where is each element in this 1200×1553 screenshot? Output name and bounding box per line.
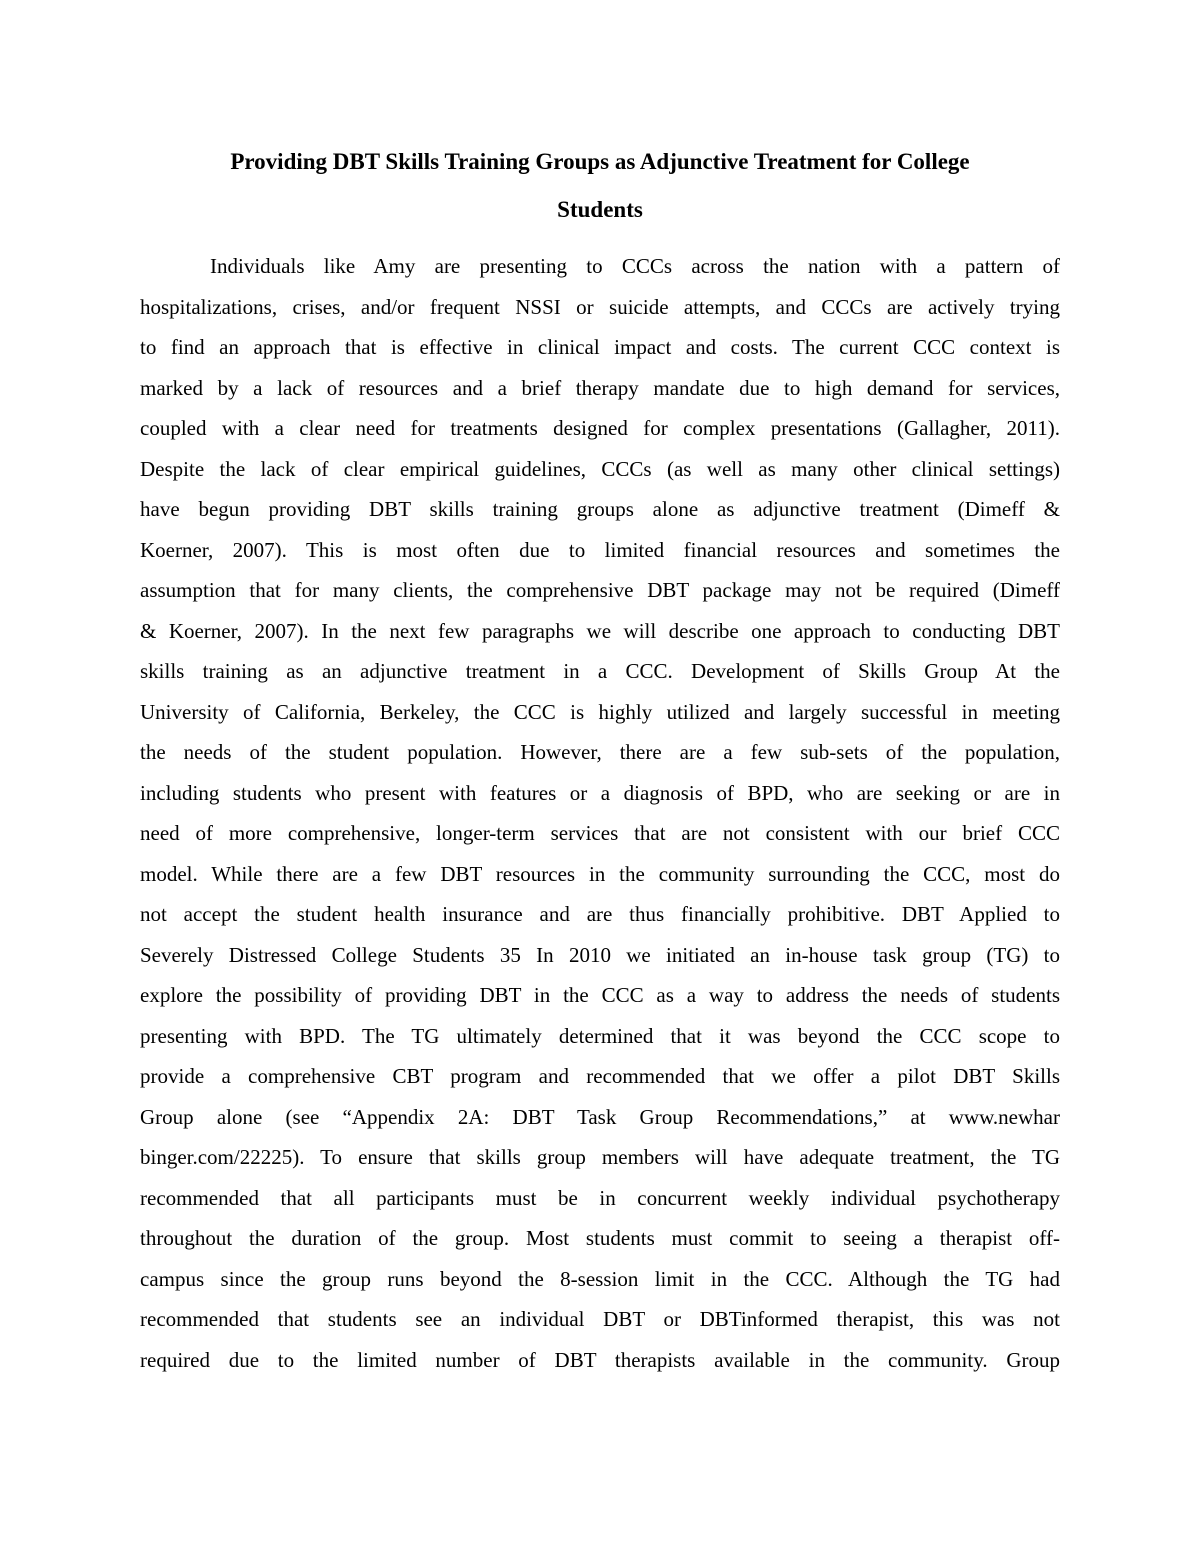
body-line: the needs of the student population. However, there are a few sub-sets of the population, — [140, 740, 1060, 764]
body-line: to find an approach that is effective in clinical impact and costs. The current CCC context is — [140, 335, 1060, 359]
body-line: campus since the group runs beyond the 8-session limit in the CCC. Although the TG had — [140, 1266, 1060, 1291]
body-line: hospitalizations, crises, and/or frequent NSSI or suicide attempts, and CCCs are actively trying — [140, 294, 1060, 319]
body-line: not accept the student health insurance and are thus financially prohibitive. DBT Applied to — [140, 902, 1060, 926]
title-line-2: Students — [557, 197, 643, 222]
body-line: throughout the duration of the group. Most students must commit to seeing a therapist off- — [140, 1226, 1060, 1250]
body-line: have begun providing DBT skills training groups alone as adjunctive treatment (Dimeff & — [140, 497, 1060, 521]
title-line-1: Providing DBT Skills Training Groups as Adjunctive Treatment for College — [230, 149, 970, 174]
body-line: including students who present with features or a diagnosis of BPD, who are seeking or are in — [140, 780, 1060, 805]
body-line: explore the possibility of providing DBT in the CCC as a way to address the needs of students — [140, 983, 1060, 1007]
body-line: Group alone (see “Appendix 2A: DBT Task Group Recommendations,” at www.newhar — [140, 1104, 1060, 1129]
body-line: Individuals like Amy are presenting to CCCs across the nation with a pattern of — [210, 254, 1060, 278]
document-title — [140, 138, 1060, 234]
body-paragraph — [140, 246, 1060, 1380]
body-line: marked by a lack of resources and a brief therapy mandate due to high demand for services, — [140, 375, 1060, 400]
body-line: Severely Distressed College Students 35 In 2010 we initiated an in-house task group (TG) to — [140, 942, 1060, 967]
body-line: required due to the limited number of DBT therapists available in the community. Group — [140, 1347, 1060, 1372]
body-line: assumption that for many clients, the comprehensive DBT package may not be required (Dimeff — [140, 578, 1060, 602]
body-line: & Koerner, 2007). In the next few paragraphs we will describe one approach to conducting DBT — [140, 618, 1060, 643]
body-line: provide a comprehensive CBT program and recommended that we offer a pilot DBT Skills — [140, 1064, 1060, 1088]
body-line: need of more comprehensive, longer-term services that are not consistent with our brief CCC — [140, 821, 1060, 845]
body-line: binger.com/22225). To ensure that skills group members will have adequate treatment, the TG — [140, 1145, 1060, 1169]
body-line: recommended that students see an individual DBT or DBTinformed therapist, this was not — [140, 1307, 1060, 1331]
body-line: model. While there are a few DBT resources in the community surrounding the CCC, most do — [140, 861, 1060, 886]
body-line: University of California, Berkeley, the CCC is highly utilized and largely successful in meeting — [140, 699, 1060, 724]
body-line: Despite the lack of clear empirical guidelines, CCCs (as well as many other clinical settings) — [140, 456, 1060, 481]
body-line: Koerner, 2007). This is most often due to limited financial resources and sometimes the — [140, 537, 1060, 562]
body-line: presenting with BPD. The TG ultimately determined that it was beyond the CCC scope to — [140, 1023, 1060, 1048]
body-line: skills training as an adjunctive treatment in a CCC. Development of Skills Group At the — [140, 659, 1060, 683]
body-line: coupled with a clear need for treatments designed for complex presentations (Gallagher, 2011). — [140, 416, 1060, 440]
body-line: recommended that all participants must be in concurrent weekly individual psychotherapy — [140, 1185, 1060, 1210]
